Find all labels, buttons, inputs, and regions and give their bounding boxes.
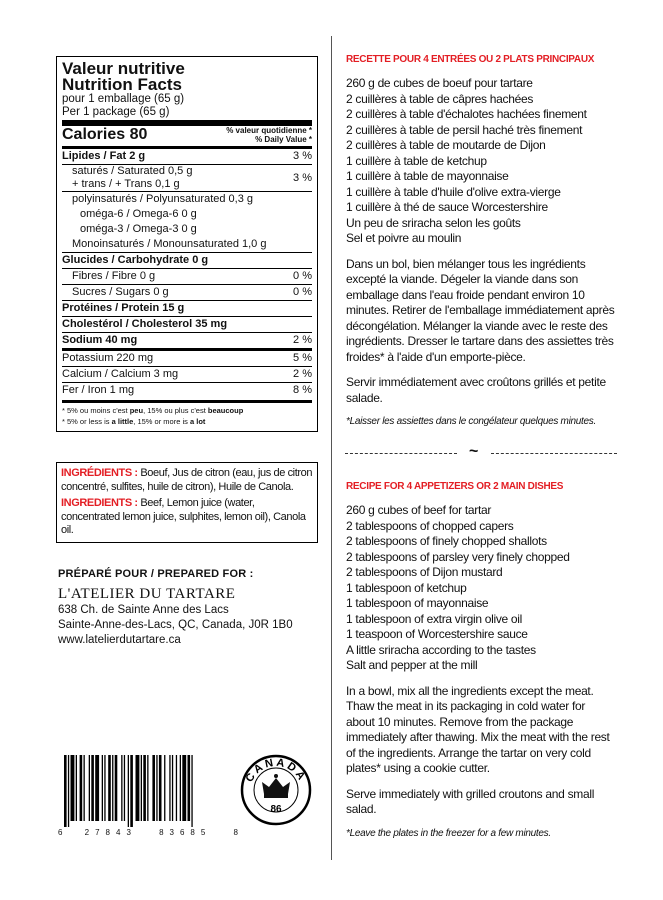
recipe-ingredient-item: 2 tablespoons of parsley very finely chopped: [346, 549, 570, 564]
omega3-row: oméga-3 / Omega-3 0 g: [80, 223, 197, 235]
recipe-ingredient-item: 1 tablespoon of extra virgin olive oil: [346, 611, 523, 626]
address-line-2: Sainte-Anne-des-Lacs, QC, Canada, J0R 1B0: [58, 619, 293, 631]
nutrition-title-en: Nutrition Facts: [62, 75, 182, 94]
recipe-fr: [346, 54, 616, 428]
recipe-ingredient-item: Sel et poivre au moulin: [346, 231, 462, 245]
calories-row: [62, 126, 312, 149]
recipe-ingredient-item: 2 tablespoons of finely chopped shallots: [346, 534, 547, 548]
separator-symbol: ~: [469, 443, 479, 460]
sat-trans-pct: 3 %: [293, 171, 312, 184]
canada-inspection-seal: [240, 754, 312, 826]
potassium-row: Potassium 220 mg 5 %: [62, 351, 312, 367]
recipe-ingredient-item: 1 cuillère à thé de sauce Worcestershire: [346, 200, 548, 214]
barcode-bars: [58, 755, 238, 827]
recipe-separator: [345, 443, 617, 460]
prepared-for-block: [58, 567, 320, 648]
carb-row: Glucides / Carbohydrate 0 g: [62, 253, 312, 269]
address-line-1: 638 Ch. de Sainte Anne des Lacs: [58, 604, 229, 616]
mono-row: Monoinsaturés / Monounsaturated 1,0 g: [62, 237, 312, 253]
company-name: L'ATELIER DU TARTARE: [58, 586, 236, 602]
recipe-ingredient-item: A little sriracha according to the tastes: [346, 642, 536, 657]
sugars-row: Sucres / Sugars 0 g 0 %: [62, 285, 312, 301]
barcode-digits: 6 27843 83685 8: [58, 828, 238, 837]
daily-value-header: % valeur quotidienne * % Daily Value *: [226, 126, 312, 144]
recipe-fr-note: *Laisser les assiettes dans le congélateur quelques minutes.: [346, 416, 596, 427]
recipe-en-note: *Leave the plates in the freezer for a few minutes.: [346, 827, 551, 839]
barcode: [58, 755, 238, 837]
calcium-row: Calcium / Calcium 3 mg 2 %: [62, 367, 312, 383]
prepared-for-heading: PRÉPARÉ POUR / PREPARED FOR :: [58, 568, 254, 580]
saturated-row: saturés / Saturated 0,5 g: [72, 165, 193, 177]
ingredients-fr: INGRÉDIENTS : Boeuf, Jus de citron (eau, jus de citron concentré, sulfites, huile de citron), Huile de Canola.: [61, 467, 313, 493]
recipe-ingredient-item: 2 cuillères à table de câpres hachées: [346, 91, 534, 106]
cholesterol-row: Cholestérol / Cholesterol 35 mg: [62, 317, 312, 333]
website: www.latelierdutartare.ca: [58, 634, 181, 646]
sat-trans-group: [62, 165, 312, 192]
nutrition-footnote: [62, 400, 312, 427]
recipe-ingredient-item: Salt and pepper at the mill: [346, 658, 478, 672]
recipe-ingredient-item: 1 cuillère à table de ketchup: [346, 153, 487, 168]
recipe-ingredient-item: 1 cuillère à table d'huile d'olive extra-vierge: [346, 184, 561, 199]
ingredients-en: INGREDIENTS : Beef, Lemon juice (water, concentrated lemon juice, sulphites, lemon oil), Canola oil.: [61, 497, 306, 536]
poly-row: polyinsaturés / Polyunsaturated 0,3 g: [72, 193, 254, 205]
recipe-ingredient-item: 1 cuillère à table de mayonnaise: [346, 169, 509, 183]
recipe-fr-title: RECETTE POUR 4 ENTRÉES OU 2 PLATS PRINCIPAUX: [346, 54, 595, 65]
recipe-fr-method: Dans un bol, bien mélanger tous les ingrédients excepté la viande. Dégeler la viande dans son emballage dans l'eau froide pendant environ 10 minutes. Retirer de l'emballage immédiatement après décongélation. Mélanger la viande avec le reste des ingrédients. Dresser le tartare dans des assiettes très froides* à l'aide d'un emporte-pièce.: [346, 256, 615, 364]
ingredients-box: [56, 462, 318, 543]
fibre-row: Fibres / Fibre 0 g 0 %: [62, 269, 312, 285]
recipe-ingredient-item: Un peu de sriracha selon les goûts: [346, 215, 521, 230]
recipe-ingredient-item: 1 tablespoon of mayonnaise: [346, 596, 489, 610]
trans-row: + trans / + Trans 0,1 g: [72, 178, 180, 190]
sodium-row: Sodium 40 mg 2 %: [62, 333, 312, 351]
recipe-en: [346, 481, 616, 840]
serving-size-fr: pour 1 emballage (65 g): [62, 93, 185, 105]
recipe-ingredient-item: 1 tablespoon of ketchup: [346, 580, 467, 595]
recipe-ingredient-item: 260 g de cubes de boeuf pour tartare: [346, 76, 533, 90]
recipe-en-title: RECIPE FOR 4 APPETIZERS OR 2 MAIN DISHES: [346, 481, 564, 492]
recipe-fr-ingredients: [346, 76, 616, 247]
omega6-row: oméga-6 / Omega-6 0 g: [80, 208, 197, 220]
recipe-ingredient-item: 1 teaspoon of Worcestershire sauce: [346, 627, 528, 641]
column-divider: [331, 36, 332, 860]
recipe-ingredient-item: 2 tablespoons of chopped capers: [346, 518, 514, 533]
iron-row: Fer / Iron 1 mg 8 %: [62, 384, 312, 396]
fat-row: Lipides / Fat 2 g 3 %: [62, 149, 312, 165]
protein-row: Protéines / Protein 15 g: [62, 301, 312, 317]
seal-country-text: CANADA: [243, 756, 309, 785]
recipe-en-method: In a bowl, mix all the ingredients except the meat. Thaw the meat in its packaging in cold water for about 10 minutes. Remove from the package immediately after thawing. Mix the meat with the rest of the ingredients. Arrange the tartar on very cold plates* using a cookie cutter.: [346, 683, 610, 775]
recipe-fr-serve: Servir immédiatement avec croûtons grillés et petite salade.: [346, 375, 606, 405]
footnote-en: * 5% or less is a little, 15% or more is a lot: [62, 417, 206, 426]
recipe-ingredient-item: 2 cuillères à table d'échalotes hachées finement: [346, 107, 587, 121]
footnote-fr: * 5% ou moins c'est peu, 15% ou plus c'est beaucoup: [62, 406, 244, 415]
calories-value: Calories 80: [62, 126, 148, 143]
recipe-ingredient-item: 260 g cubes of beef for tartar: [346, 503, 492, 517]
recipe-en-serve: Serve immediately with grilled croutons and small salad.: [346, 786, 595, 816]
recipe-ingredient-item: 2 cuillères à table de moutarde de Dijon: [346, 138, 546, 152]
serving-size-en: Per 1 package (65 g): [62, 105, 170, 118]
recipe-ingredient-item: 2 tablespoons of Dijon mustard: [346, 565, 503, 579]
nutrition-title-fr: Valeur nutritive: [62, 59, 185, 78]
nutrition-facts-table: [56, 56, 318, 432]
recipe-ingredient-item: 2 cuillères à table de persil haché très finement: [346, 122, 583, 137]
seal-number: 86: [270, 804, 282, 815]
recipe-en-ingredients: [346, 503, 616, 674]
